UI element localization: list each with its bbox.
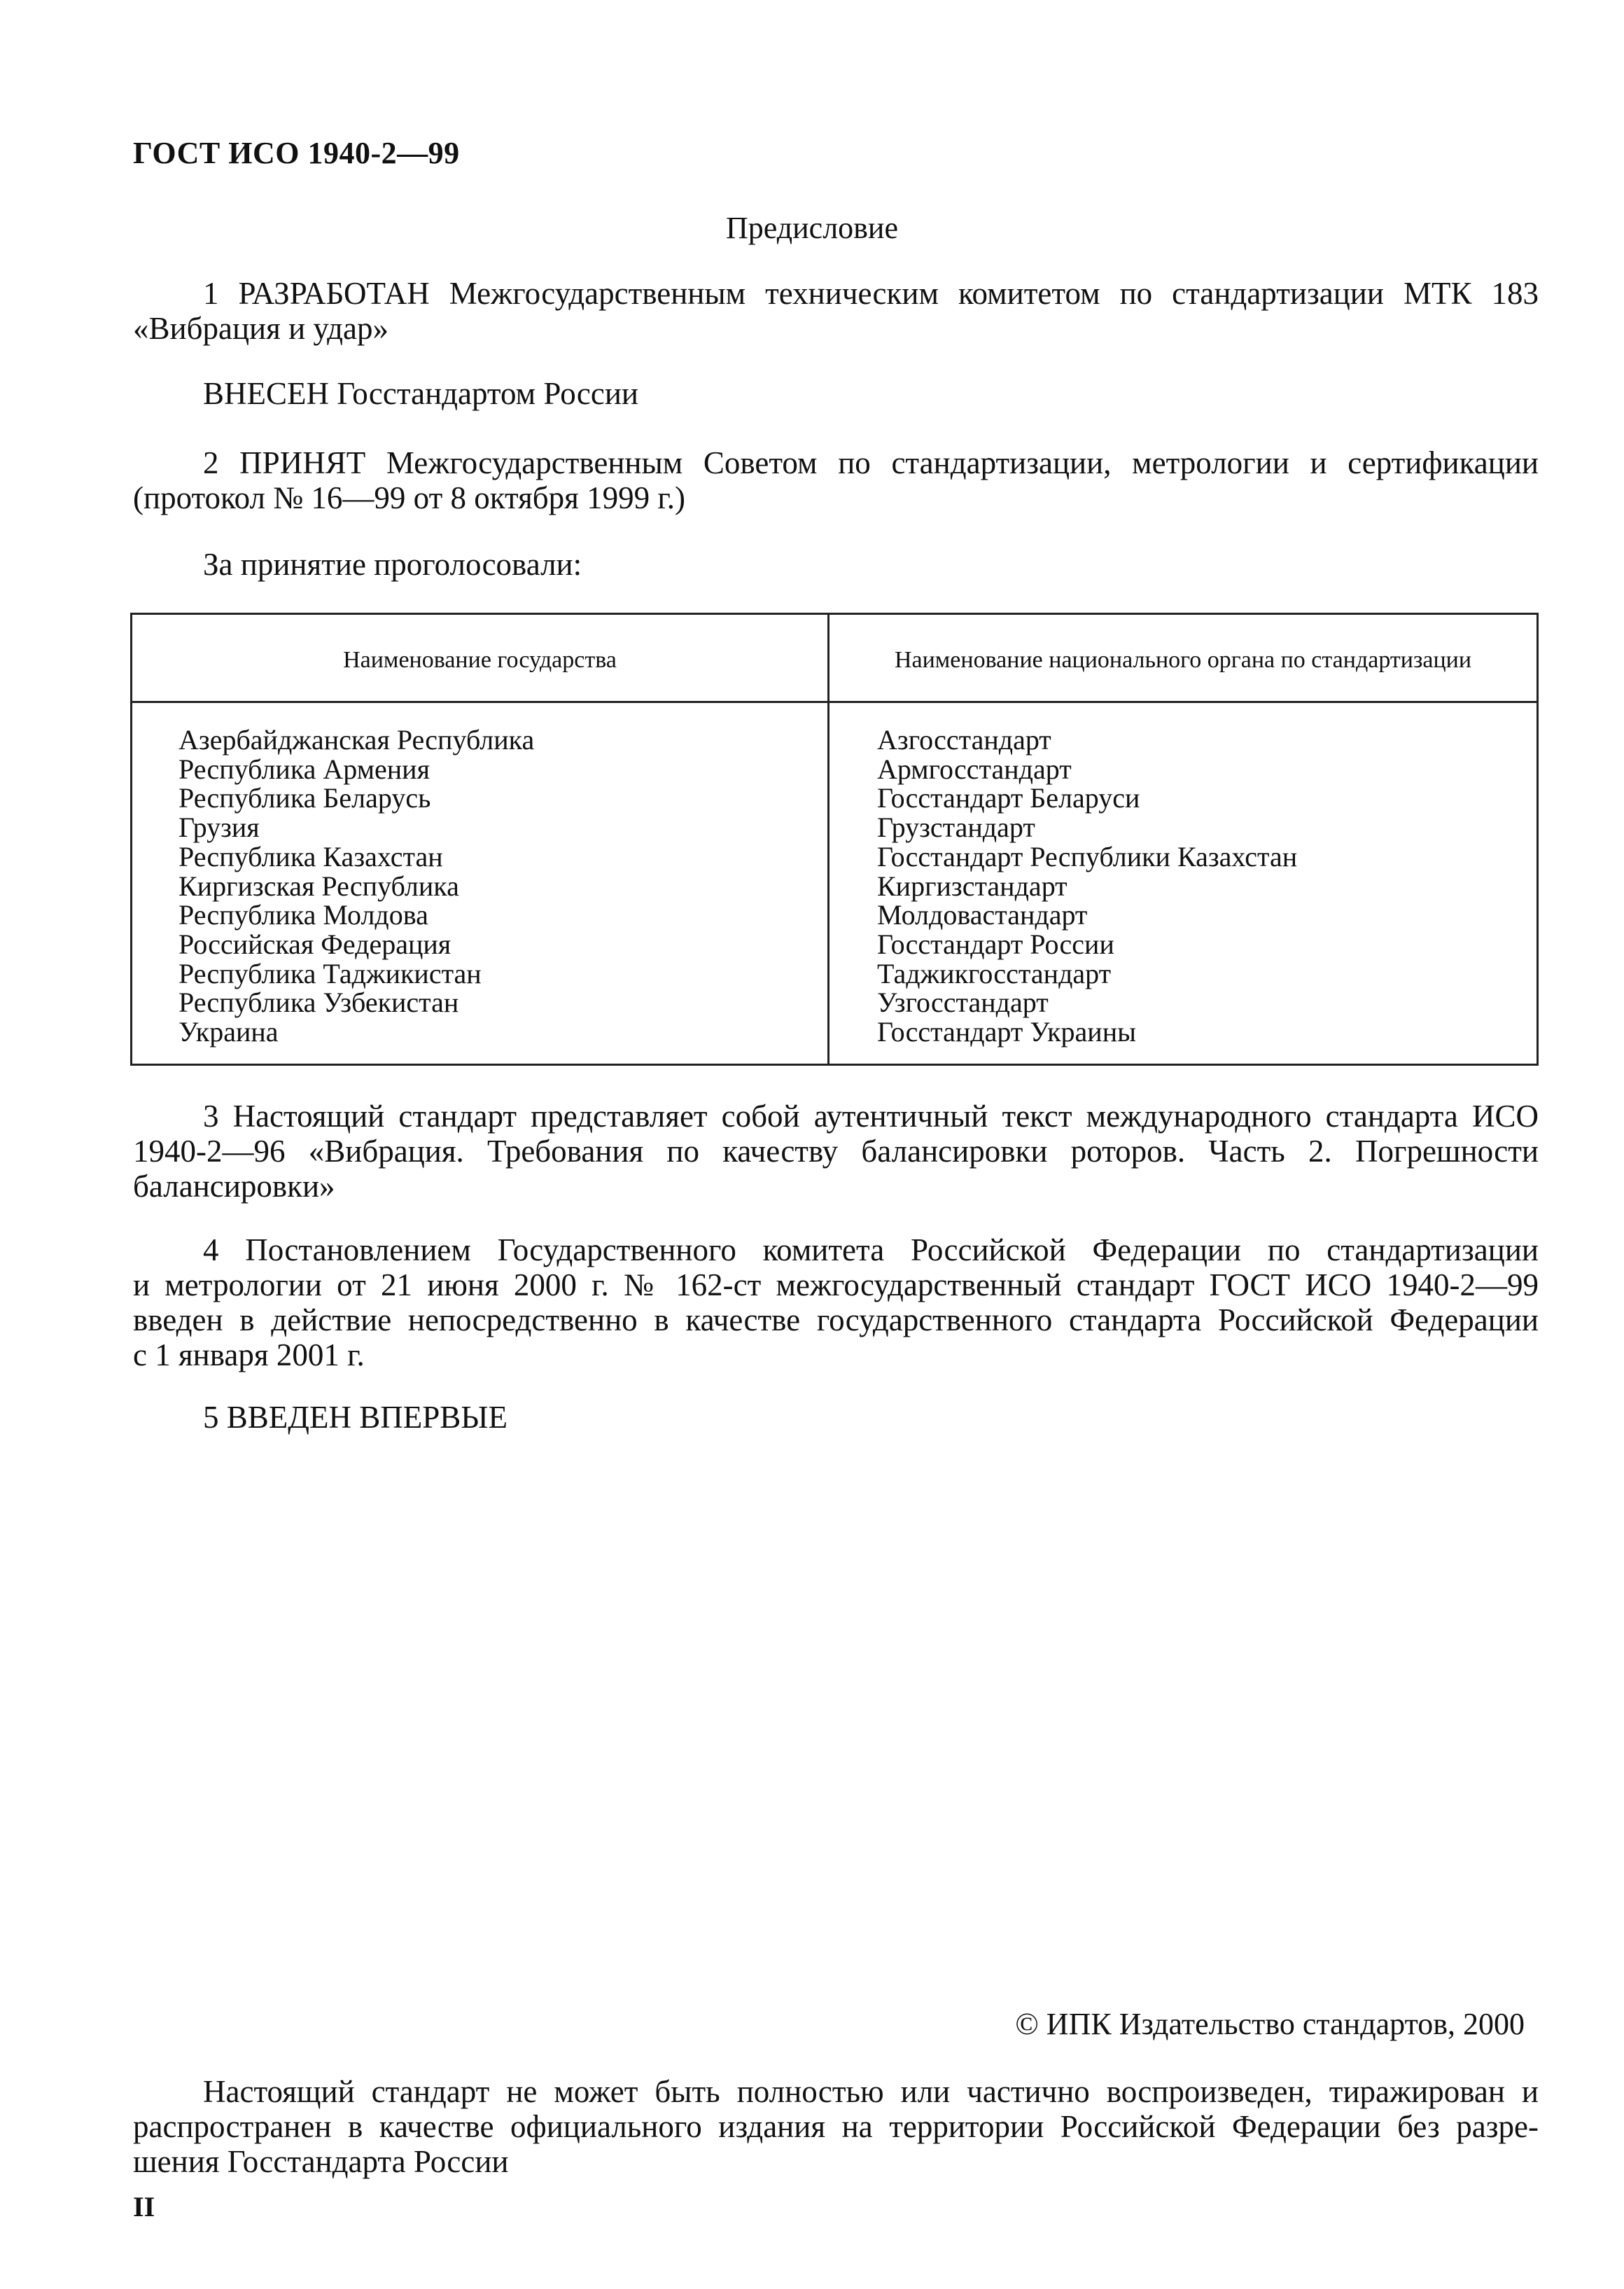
reproduction-notice	[133, 2074, 1539, 2179]
standards-body-item: Таджикгосстандарт	[877, 957, 1112, 989]
paragraph-4-line-3: введен в действие непосредственно в качестве государственного стандарта Российской Федерации	[133, 1302, 1539, 1337]
standards-body-item: Узгосстандарт	[877, 987, 1049, 1019]
copyright-notice: © ИПК Издательство стандартов, 2000	[1015, 2007, 1525, 2041]
paragraph-2-line-1: 2 ПРИНЯТ Межгосударственным Советом по стандартизации, метрологии и сертификации	[203, 445, 1539, 480]
state-item: Республика Казахстан	[178, 840, 443, 872]
table-header-state: Наименование государства	[343, 647, 617, 673]
reproduction-notice-line-1: Настоящий стандарт не может быть полностью или частично воспроизведен, тиражирован и	[203, 2074, 1539, 2109]
standards-body-item: Киргизстандарт	[877, 870, 1068, 902]
state-item: Киргизская Республика	[178, 870, 459, 902]
paragraph-5	[133, 1400, 1539, 1435]
paragraph-3-line-2: 1940-2—96 «Вибрация. Требования по качеству балансировки роторов. Часть 2. Погрешности	[133, 1134, 1539, 1169]
paragraph-3-line-1: 3 Настоящий стандарт представляет собой аутентичный текст международного стандарта ИСО	[203, 1099, 1539, 1134]
paragraph-2	[133, 445, 1539, 515]
standards-body-item: Госстандарт Беларуси	[877, 782, 1140, 814]
state-item: Грузия	[178, 812, 260, 844]
state-item: Республика Молдова	[178, 899, 428, 931]
vote-intro-line: За принятие проголосовали:	[203, 547, 582, 582]
standards-body-list	[877, 725, 1297, 1047]
state-item: Азербайджанская Республика	[178, 724, 535, 756]
paragraph-4-line-2: и метрологии от 21 июня 2000 г. № 162-ст межгосударственный стандарт ГОСТ ИСО 1940-2—99	[133, 1267, 1539, 1302]
paragraph-5-line: 5 ВВЕДЕН ВПЕРВЫЕ	[203, 1400, 507, 1435]
standards-body-item: Армгосстандарт	[877, 753, 1072, 785]
table-column-divider	[827, 615, 830, 1064]
paragraph-submitted	[133, 376, 1539, 411]
reproduction-notice-line-3: шения Госстандарта России	[133, 2144, 509, 2179]
state-item: Украина	[178, 1016, 279, 1048]
paragraph-4	[133, 1232, 1539, 1372]
state-item: Республика Таджикистан	[178, 957, 482, 989]
paragraph-2-line-2: (протокол № 16—99 от 8 октября 1999 г.)	[133, 480, 685, 515]
standards-body-item: Грузстандарт	[877, 812, 1035, 844]
state-item: Республика Беларусь	[178, 782, 431, 814]
paragraph-1-line-1: 1 РАЗРАБОТАН Межгосударственным техническим комитетом по стандартизации МТК 183	[203, 276, 1539, 311]
standards-body-item: Азгосстандарт	[877, 724, 1051, 756]
paragraph-3	[133, 1099, 1539, 1204]
state-list	[178, 725, 534, 1047]
table-header-body: Наименование национального органа по стандартизации	[894, 647, 1472, 673]
standards-body-item: Госстандарт России	[877, 928, 1114, 960]
table-header-divider	[132, 701, 1536, 703]
paragraph-submitted-line: ВНЕСЕН Госстандартом России	[203, 376, 639, 411]
document-code: ГОСТ ИСО 1940-2—99	[133, 136, 460, 170]
paragraph-4-line-4: с 1 января 2001 г.	[133, 1337, 365, 1372]
state-item: Республика Армения	[178, 753, 430, 785]
standards-body-item: Госстандарт Республики Казахстан	[877, 840, 1298, 872]
state-item: Российская Федерация	[178, 928, 451, 960]
foreword-heading: Предисловие	[726, 211, 898, 245]
paragraph-3-line-3: балансировки»	[133, 1169, 335, 1204]
vote-intro	[133, 547, 1539, 582]
voting-table	[130, 613, 1539, 1066]
standards-body-item: Молдовастандарт	[877, 899, 1088, 931]
reproduction-notice-line-2: распространен в качестве официального издания на территории Российской Федерации без разре-	[133, 2109, 1539, 2144]
page-number: II	[133, 2191, 155, 2222]
paragraph-4-line-1: 4 Постановлением Государственного комитета Российской Федерации по стандартизации	[203, 1232, 1539, 1267]
state-item: Республика Узбекистан	[178, 987, 459, 1019]
paragraph-1	[133, 276, 1539, 346]
standards-body-item: Госстандарт Украины	[877, 1016, 1136, 1048]
paragraph-1-line-2: «Вибрация и удар»	[133, 311, 388, 346]
